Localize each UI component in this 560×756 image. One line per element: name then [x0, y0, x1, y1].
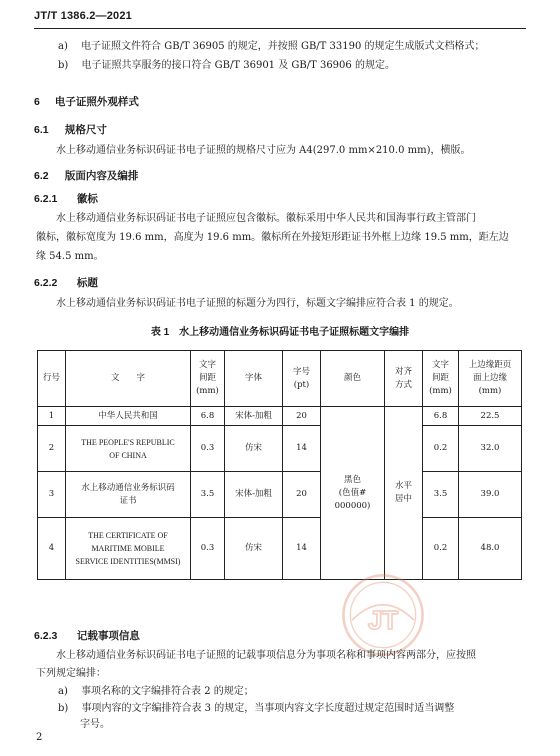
standard-code: JT/T 1386.2—2021 — [34, 10, 132, 22]
table-row: 1 中华人民共和国 6.8 宋体-加粗 20 黑色 (色值# 000000) 水平 居中 6.8 22.5 — [38, 407, 522, 426]
header-spacing-2: 文字 间距 (mm) — [423, 351, 459, 407]
list-item: a) 事项名称的文字编排符合表 2 的规定； — [58, 686, 254, 697]
paragraph: 水上移动通信业务标识码证书电子证照的标题分为四行，标题文字编排应符合表 1 的规定。 — [56, 298, 459, 309]
list-item: b) 电子证照共享服务的接口符合 GB/T 36901 及 GB/T 36906 的规定。 — [58, 60, 395, 71]
section-heading-6-2-3: 6.2.3 记载事项信息 — [34, 630, 140, 642]
color-cell: 黑色 (色值# 000000) — [321, 407, 385, 580]
table-header-row — [38, 351, 522, 407]
header-rule — [34, 28, 526, 29]
section-heading-6-2: 6.2 版面内容及编排 — [34, 170, 139, 182]
section-heading-6-2-1: 6.2.1 徽标 — [34, 193, 98, 205]
header-font: 字体 — [225, 351, 283, 407]
watermark-text: JT — [367, 606, 399, 635]
list-item-continuation: 字号。 — [80, 719, 110, 730]
page-number: 2 — [36, 732, 43, 743]
jt-watermark-logo — [340, 572, 426, 658]
paragraph-line: 水上移动通信业务标识码证书电子证照的记载事项信息分为事项名称和事项内容两部分，应按照 — [56, 650, 476, 661]
align-cell: 水平 居中 — [385, 407, 423, 580]
list-item: a) 电子证照文件符合 GB/T 36905 的规定，并按照 GB/T 33190 的规定生成版式文档格式； — [58, 41, 485, 52]
header-size: 字号 (pt) — [283, 351, 321, 407]
table-caption: 表 1 水上移动通信业务标识码证书电子证照标题文字编排 — [150, 327, 410, 338]
table-row: 2 THE PEOPLE'S REPUBLIC OF CHINA 0.3 仿宋 14 0.2 32.0 — [38, 426, 522, 472]
header-row-no: 行号 — [38, 351, 66, 407]
title-layout-table — [37, 350, 522, 580]
table-row: 4 THE CERTIFICATE OF MARITIME MOBILE SERVICE IDENTITIES(MMSI) 0.3 仿宋 14 0.2 48.0 — [38, 518, 522, 580]
paragraph: 水上移动通信业务标识码证书电子证照的规格尺寸应为 A4(297.0 mm×210.0 mm)，横版。 — [56, 145, 471, 156]
paragraph-line: 水上移动通信业务标识码证书电子证照应包含徽标。徽标采用中华人民共和国海事行政主管部门 — [56, 213, 476, 224]
section-heading-6-1: 6.1 规格尺寸 — [34, 124, 107, 136]
section-heading-6: 6 电子证照外观样式 — [34, 96, 139, 108]
list-item: b) 事项内容的文字编排符合表 3 的规定，当事项内容文字长度超过规定范围时适当调整 — [58, 703, 455, 714]
paragraph-line: 缘 54.5 mm。 — [36, 251, 104, 262]
header-text: 文 字 — [66, 351, 191, 407]
header-top-distance: 上边缘距页 面上边缘 (mm) — [459, 351, 522, 407]
header-color: 颜色 — [321, 351, 385, 407]
section-heading-6-2-2: 6.2.2 标题 — [34, 277, 98, 289]
header-align: 对齐 方式 — [385, 351, 423, 407]
paragraph-line: 下列规定编排： — [36, 668, 106, 679]
paragraph-line: 徽标，徽标宽度为 19.6 mm，高度为 19.6 mm。徽标所在外接矩形距证书外框上边缘 19.5 mm，距左边 — [36, 232, 509, 243]
header-spacing: 文字 间距 (mm) — [191, 351, 225, 407]
table-row: 3 水上移动通信业务标识码 证书 3.5 宋体-加粗 20 3.5 39.0 — [38, 472, 522, 518]
